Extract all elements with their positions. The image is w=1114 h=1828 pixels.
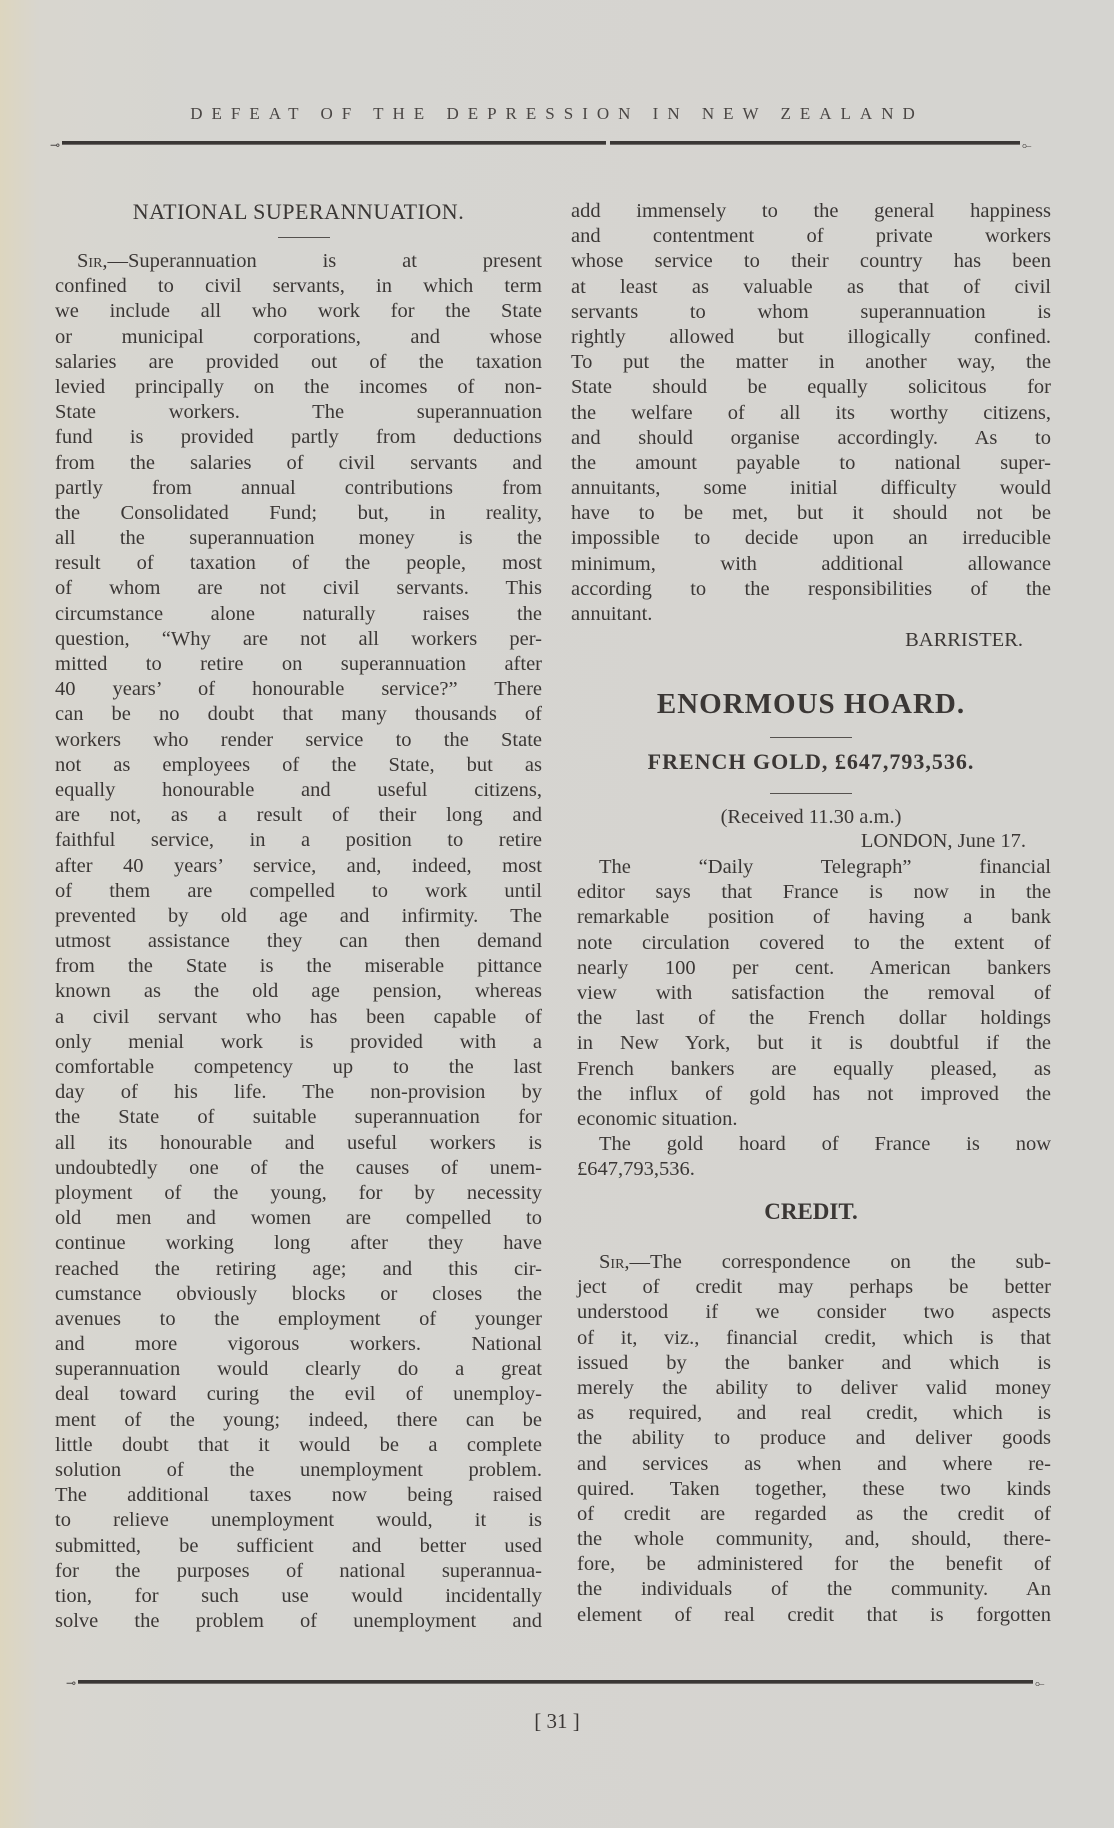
text-line: result of taxation of the people, most [55,552,542,575]
text-line: the whole community, and, should, there- [577,1528,1051,1551]
text-line: view with satisfaction the removal of [577,981,1051,1004]
signature: BARRISTER. [905,629,1023,651]
text-line: in New York, but it is doubtful if the [577,1032,1051,1055]
text-line: little doubt that it would be a complete [55,1433,542,1456]
text-line: economic situation. [577,1107,738,1130]
text-line: rightly allowed but illogically confined. [571,325,1051,348]
text-line: or municipal corporations, and whose [55,325,542,348]
text-line: only menial work is provided with a [55,1030,542,1053]
text-line: deal toward curing the evil of unemploy- [55,1383,542,1406]
superannuation-body-right [571,199,1051,627]
text-line: of them are compelled to work until [55,879,542,902]
title-divider [278,237,330,238]
text-line: levied principally on the incomes of non- [55,375,542,398]
text-line: to relieve unemployment would, it is [55,1509,542,1532]
text-line: from the State is the miserable pittance [55,955,542,978]
text-line: at least as valuable as that of civil [571,275,1051,298]
header-rule-right [610,141,1020,145]
text-line: superannuation would clearly do a great [55,1358,542,1381]
text-line: avenues to the employment of younger [55,1307,542,1330]
text-line: solve the problem of unemployment and [55,1610,542,1633]
text-line: question, “Why are not all workers per- [55,627,542,650]
rule-ornament-right: ⟜ [1035,1676,1045,1690]
text-line: utmost assistance they can then demand [55,930,542,953]
text-line: remarkable position of having a bank [577,906,1051,929]
text-line: whose service to their country has been [571,250,1051,273]
text-line: annuitant. [571,603,653,625]
text-line: and contentment of private workers [571,225,1051,248]
text-line: according to the responsibilities of the [571,577,1051,600]
text-line: The gold hoard of France is now [599,1133,1051,1156]
text-line: ployment of the young, for by necessity [55,1181,542,1204]
text-line: from the salaries of civil servants and [55,451,542,474]
rule-ornament-left: ⊸ [66,1676,77,1690]
text-line: undoubtedly one of the causes of unem- [55,1156,542,1179]
text-line: merely the ability to deliver valid money [577,1376,1051,1399]
text-line: Sir,—The correspondence on the sub- [599,1251,1051,1273]
title-divider [770,737,852,738]
text-line: workers who render service to the State [55,728,542,751]
text-line: and should organise accordingly. As to [571,426,1051,449]
text-line: note circulation covered to the extent of [577,931,1051,954]
text-line: prevented by old age and infirmity. The [55,904,542,927]
text-line: are not, as a result of their long and [55,804,542,827]
text-line: mitted to retire on superannuation after [55,653,542,675]
article-title-superannuation: NATIONAL SUPERANNUATION. [132,199,465,224]
text-line: Sir,—Superannuation is at present [77,250,542,272]
text-line: the State of suitable superannuation for [55,1106,542,1129]
text-line: nearly 100 per cent. American bankers [577,956,1051,979]
text-line: faithful service, in a position to retire [55,829,542,852]
text-line: State should be equally solicitous for [571,376,1051,399]
text-line: issued by the banker and which is [577,1351,1051,1374]
text-line: day of his life. The non-provision by [55,1081,542,1104]
text-line: fore, be administered for the benefit of [577,1553,1051,1576]
text-line: fund is provided partly from deductions [55,426,542,449]
article-subtitle: FRENCH GOLD, £647,793,536. [647,749,975,774]
article-title-credit: CREDIT. [764,1199,858,1224]
text-line: annuitants, some initial difficulty would [571,477,1051,500]
text-line: partly from annual contributions from [55,476,542,499]
text-line: add immensely to the general happiness [571,200,1051,222]
credit-body [577,1250,1051,1628]
text-line: the Consolidated Fund; but, in reality, [55,501,542,524]
text-line: a civil servant who has been capable of [55,1005,542,1028]
text-line: State workers. The superannuation [55,401,542,424]
text-line: ment of the young; indeed, there can be [55,1408,542,1431]
text-line: can be no doubt that many thousands of [55,703,542,726]
text-line: the influx of gold has not improved the [577,1082,1051,1105]
text-line: of it, viz., financial credit, which is that [577,1326,1051,1349]
text-line: and more vigorous workers. National [55,1333,542,1356]
text-line: the ability to produce and deliver goods [577,1427,1051,1450]
text-line: The additional taxes now being raised [55,1484,542,1507]
text-line: reached the retiring age; and this cir- [55,1257,542,1280]
text-line: as required, and real credit, which is [577,1402,1051,1425]
text-line: known as the old age pension, whereas [55,980,542,1003]
text-line: To put the matter in another way, the [571,351,1051,374]
text-line: minimum, with additional allowance [571,552,1051,575]
text-line: The “Daily Telegraph” financial [599,856,1051,878]
text-line: submitted, be sufficient and better used [55,1534,542,1557]
text-line: cumstance obviously blocks or closes the [55,1282,542,1305]
hoard-body [577,855,1051,1182]
page-number: [ 31 ] [534,1709,580,1733]
text-line: of credit are regarded as the credit of [577,1502,1051,1525]
text-line: salaries are provided out of the taxation [55,350,542,373]
subtitle-divider [770,793,852,794]
text-line: £647,793,536. [577,1158,695,1181]
text-line: for the purposes of national superannua- [55,1559,542,1582]
text-line: impossible to decide upon an irreducible [571,527,1051,550]
text-line: continue working long after they have [55,1232,542,1255]
text-line: have to be met, but it should not be [571,502,1051,525]
text-line: of whom are not civil servants. This [55,577,542,600]
text-line: quired. Taken together, these two kinds [577,1477,1051,1500]
text-line: French bankers are equally pleased, as [577,1057,1051,1080]
text-line: and services as when and where re- [577,1452,1051,1475]
text-line: all the superannuation money is the [55,527,542,550]
text-line: confined to civil servants, in which term [55,275,542,298]
text-line: we include all who work for the State [55,300,542,323]
article-title-enormous-hoard: ENORMOUS HOARD. [656,688,966,720]
text-line: not as employees of the State, but as [55,753,542,776]
rule-ornament-right: ⟜ [1022,138,1032,152]
text-line: the amount payable to national super- [571,451,1051,474]
text-line: circumstance alone naturally raises the [55,602,542,625]
text-line: comfortable competency up to the last [55,1056,542,1078]
running-head: DEFEAT OF THE DEPRESSION IN NEW ZEALAND [190,104,924,123]
text-line: the welfare of all its worthy citizens, [571,401,1051,424]
text-line: solution of the unemployment problem. [55,1459,542,1481]
text-line: ject of credit may perhaps be better [577,1276,1051,1299]
text-line: equally honourable and useful citizens, [55,778,542,801]
text-line: element of real credit that is forgotten [577,1603,1051,1626]
text-line: the individuals of the community. An [577,1578,1051,1601]
text-line: old men and women are compelled to [55,1207,542,1230]
header-rule-left [62,141,606,145]
text-line: editor says that France is now in the [577,881,1051,904]
text-line: servants to whom superannuation is [571,300,1051,323]
text-line: the last of the French dollar holdings [577,1007,1051,1030]
dateline: LONDON, June 17. [860,830,1026,852]
text-line: all its honourable and useful workers is [55,1131,542,1154]
superannuation-body-left [55,249,542,1634]
text-line: after 40 years’ service, and, indeed, most [55,854,542,877]
received-time: (Received 11.30 a.m.) [720,806,902,828]
text-line: 40 years’ of honourable service?” There [55,678,542,701]
footer-rule [78,1680,1033,1684]
rule-ornament-left: ⊸ [50,138,61,152]
text-line: tion, for such use would incidentally [55,1584,542,1607]
text-line: understood if we consider two aspects [577,1301,1051,1324]
